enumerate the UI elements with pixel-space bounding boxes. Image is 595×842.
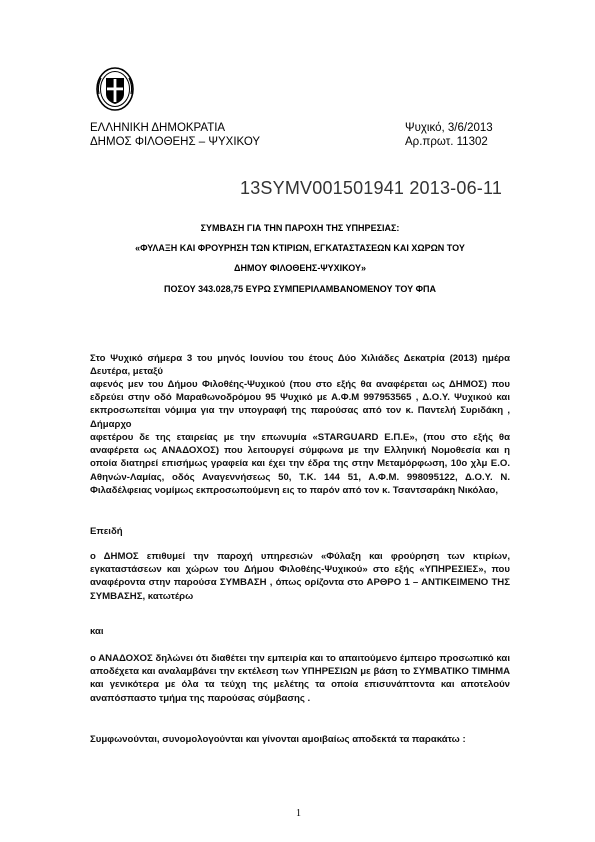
diavgeia-protocol-stamp: 13SYMV001501941 2013-06-11 (240, 178, 503, 198)
closing-paragraph: Συμφωνούνται, συνομολογούνται και γίνονται αμοιβαίως αποδεκτά τα παρακάτω : (90, 734, 466, 745)
place-date: Ψυχικό, 3/6/2013 (405, 122, 493, 134)
page-number: 1 (296, 808, 301, 819)
date-protocol-block (405, 121, 493, 149)
issuer-block (90, 121, 260, 149)
issuer-municipality: ΔΗΜΟΣ ΦΙΛΟΘΕΗΣ – ΨΥΧΙΚΟΥ (90, 136, 261, 148)
contract-title-line1: ΣΥΜΒΑΣΗ ΓΙΑ ΤΗΝ ΠΑΡΟΧΗ ΤΗΣ ΥΠΗΡΕΣΙΑΣ: (200, 223, 400, 233)
first-party-paragraph: αφενός μεν του Δήμου Φιλοθέης-Ψυχικού (που στο εξής θα αναφέρεται ως ΔΗΜΟΣ) που εδρεύει στην οδό Μαραθωνοδρόμου 95 Ψυχικό με Α.Φ.Μ 997953565 , Δ.Ο.Υ. Ψυχικού και εκπροσωπείται νόμιμα για την υπογραφή της παρούσας από τον κ. Παντελή Συριδάκη , Δήμαρχο (90, 379, 510, 430)
contract-title-line3: ΔΗΜΟΥ ΦΙΛΟΘΕΗΣ-ΨΥΧΙΚΟΥ» (234, 263, 366, 273)
contract-title-line2: «ΦΥΛΑΞΗ ΚΑΙ ΦΡΟΥΡΗΣΗ ΤΩΝ ΚΤΙΡΙΩΝ, ΕΓΚΑΤΑΣΤΑΣΕΩΝ ΚΑΙ ΧΩΡΩΝ ΤΟΥ (135, 243, 465, 253)
intro-paragraph: Στο Ψυχικό σήμερα 3 του μηνός Ιουνίου του έτους Δύο Χιλιάδες Δεκατρία (2013) ημέρα Δευτέρα, μεταξύ (90, 353, 510, 378)
clause-1-paragraph (90, 550, 510, 603)
clause-1-text: ο ΔΗΜΟΣ επιθυμεί την παροχή υπηρεσιών «Φύλαξη και φρούρηση των κτιρίων, εγκαταστάσεων και χώρων του Δήμου Φιλοθέης-Ψυχικού» στο εξής «ΥΠΗΡΕΣΙΕΣ», που αναφέροντα στην παρούσα ΣΥΜΒΑΣΗ , όπως ορίζοντα στο (90, 551, 510, 589)
issuer-country: ΕΛΛΗΝΙΚΗ ΔΗΜΟΚΡΑΤΙΑ (90, 122, 226, 134)
protocol-number: Αρ.πρωτ. 11302 (405, 136, 488, 148)
and-connector: και (90, 626, 104, 637)
second-party-paragraph: αφετέρου δε της εταιρείας με την επωνυμία «STARGUARD Ε.Π.Ε», (που στο εξής θα αναφέρετα ως ΑΝΑΔΟΧΟΣ) που λειτουργεί σύμφωνα με την Ελληνική Νομοθεσία και η οποία διατηρεί επισήμως γραφεία και έχει την έδρα της στην Μεταμόρφωση, 10ο χλμ Ε.Ο. Αθηνών-Λαμίας, οδός Αναγεννήσεως 50, Τ.Κ. 144 51, Α.Φ.Μ. 998095122, Δ.Ο.Υ. Ν. Φιλαδέλφειας νομίμως εκπροσωπούμενη εις το παρόν από τον κ. Τσαντσαράκη Νικόλαο, (90, 432, 510, 496)
clause-2-paragraph: ο ΑΝΑΔΟΧΟΣ δηλώνει ότι διαθέτει την εμπειρία και το απαιτούμενο έμπειρο προσωπικό και αποδέχετα και αναλαμβάνει την εκτέλεση των ΥΠΗΡΕΣΙΩΝ με βάση το ΣΥΜΒΑΤΙΚΟ ΤΙΜΗΜΑ και γενικότερα με όλα τα τεύχη της μελέτης τα οποία επισυνάπτοντα και αποτελούν αναπόσπαστο τμήμα της παρούσας σύμβασης . (90, 653, 510, 704)
epeidi-heading: Επειδή (90, 526, 123, 537)
clause-1-end: , κατωτέρω (142, 590, 194, 602)
article-1-reference: ΑΡΘΡΟ 1 – ΑΝΤΙΚΕΙΜΕΝΟ ΤΗΣ ΣΥΜΒΑΣΗΣ (90, 577, 510, 602)
greek-coat-of-arms-icon (95, 66, 135, 112)
contract-amount-line: ΠΟΣΟΥ 343.028,75 ΕΥΡΩ ΣΥΜΠΕΡΙΛΑΜΒΑΝΟΜΕΝΟΥ ΤΟΥ ΦΠΑ (163, 284, 437, 294)
